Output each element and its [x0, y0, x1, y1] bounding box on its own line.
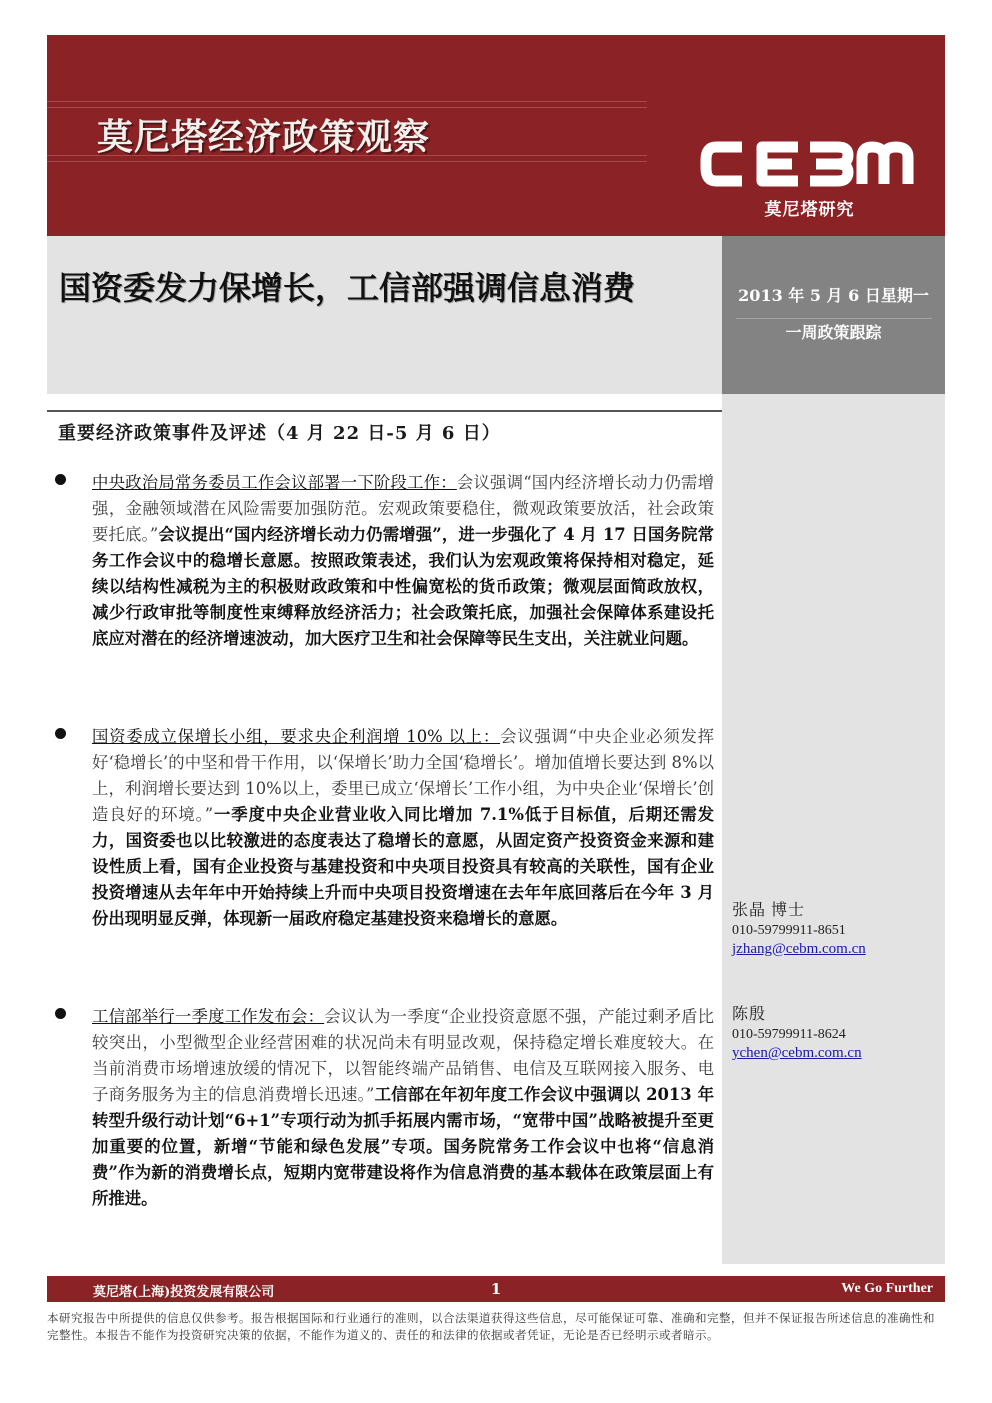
analyst-name: 陈殷 — [732, 1006, 767, 1023]
policy-quote: 会议强调“中央企业必须发挥好‘稳增长’的中坚和骨干作用，以‘保增长’助力全国‘稳增长’。增加值增长要达到 8%以上，利润增长要达到 10%以上，委里已成立‘保增长’工作小组，为中央企业‘保增长’创造良好的环境。” — [92, 727, 714, 824]
header-banner — [47, 35, 945, 236]
banner-rule — [47, 101, 647, 102]
policy-lead-sep: ： — [482, 727, 501, 746]
footer-slogan: We Go Further — [841, 1281, 933, 1296]
policy-quote: 会议认为一季度“企业投资意愿不强，产能过剩矛盾比较突出，小型微型企业经营困难的状况尚未有明显改观，保持稳定增长难度较大。在当前消费市场增速放缓的情况下，以智能终端产品销售、电信及互联网接入服务、电子商务服务为主的信息消费增长迅速。” — [92, 1007, 714, 1104]
section-heading: 重要经济政策事件及评述（4 月 22 日-5 月 6 日） — [58, 423, 501, 444]
analyst-card — [732, 900, 942, 959]
report-title: 国资委发力保增长，工信部强调信息消费 — [59, 269, 636, 307]
policy-comment: 会议提出“国内经济增长动力仍需增强”，进一步强化了 4 月 17 日国务院常务工作会议中的稳增长意愿。按照政策表述，我们认为宏观政策将保持相对稳定，延续以结构性减税为主的积极财政政策和中性偏宽松的货币政策；微观层面简政放权，减少行政审批等制度性束缚释放经济活力；社会政策托底，加强社会保障体系建设托底应对潜在的经济增速波动，加大医疗卫生和社会保障等民生支出，关注就业问题。 — [92, 525, 714, 648]
policy-paragraph — [92, 1004, 714, 1212]
policy-lead: 工信部举行一季度工作发布会： — [92, 1007, 325, 1026]
analyst-email-link[interactable]: jzhang@cebm.com.cn — [732, 941, 866, 957]
date-panel — [722, 236, 945, 394]
page-number: 1 — [490, 1280, 502, 1298]
cebm-logo — [698, 140, 922, 188]
disclaimer: 本研究报告中所提供的信息仅供参考。报告根据国际和行业通行的准则，以合法渠道获得这些信息，尽可能保证可靠、准确和完整，但并不保证报告所述信息的准确性和完整性。本报告不能作为投资研究决策的依据，不能作为道义的、责任的和法律的依据或者凭证，无论是否已经明示或者暗示。 — [47, 1311, 935, 1342]
policy-paragraph — [92, 470, 714, 652]
analyst-sidebar — [722, 394, 945, 1264]
policy-comment: 工信部在年初年度工作会议中强调以 2013 年转型升级行动计划“6+1”专项行动为抓手拓展内需市场，“宽带中国”战略被提升至更加重要的位置，新增“节能和绿色发展”专项。国务院常务工作会议中也将“信息消费”作为新的消费增长点，短期内宽带建设将作为信息消费的基本载体在政策层面上有所推进。 — [92, 1085, 715, 1208]
bullet-icon — [55, 728, 66, 739]
bullet-icon — [55, 1008, 66, 1019]
brand-title: 莫尼塔经济政策观察 — [97, 116, 431, 158]
section-divider — [47, 410, 722, 412]
footer-bar — [47, 1276, 945, 1302]
analyst-email-link[interactable]: ychen@cebm.com.cn — [732, 1045, 862, 1061]
date-divider — [736, 318, 932, 319]
analyst-phone: 010-59799911-8651 — [732, 923, 846, 938]
policy-quote: 会议强调“国内经济增长动力仍需增强，金融领域潜在风险需要加强防范。宏观政策要稳住，微观政策要放活，社会政策要托底。” — [92, 473, 714, 544]
policy-paragraph — [92, 724, 714, 932]
banner-rule — [47, 161, 647, 162]
analyst-card — [732, 1004, 942, 1063]
logo-subtitle: 莫尼塔研究 — [764, 200, 855, 220]
analyst-name: 张晶 博士 — [732, 902, 806, 919]
policy-lead: 国资委成立保增长小组，要求央企利润增 10% 以上 — [92, 727, 483, 746]
policy-comment: 一季度中央企业营业收入同比增加 7.1%低于目标值，后期还需发力，国资委也以比较激进的态度表达了稳增长的意愿，从固定资产投资资金来源和建设性质上看，国有企业投资与基建投资和中央项目投资具有较高的关联性，国有企业投资增速从去年年中开始持续上升而中央项目投资增速在去年年底回落后在今年 3 月份出现明显反弹，体现新一届政府稳定基建投资来稳增长的意愿。 — [92, 805, 714, 928]
report-subtitle: 一周政策跟踪 — [785, 323, 882, 342]
analyst-phone: 010-59799911-8624 — [732, 1027, 846, 1042]
title-panel — [47, 236, 722, 394]
policy-lead: 中央政治局常务委员工作会议部署一下阶段工作 — [92, 473, 441, 492]
policy-lead-sep: ： — [440, 473, 457, 492]
logo-panel — [674, 95, 945, 236]
report-date: 2013 年 5 月 6 日星期一 — [738, 286, 929, 305]
bullet-icon — [55, 474, 66, 485]
footer-company: 莫尼塔(上海)投资发展有限公司 — [93, 1285, 275, 1300]
banner-rule — [47, 107, 647, 108]
